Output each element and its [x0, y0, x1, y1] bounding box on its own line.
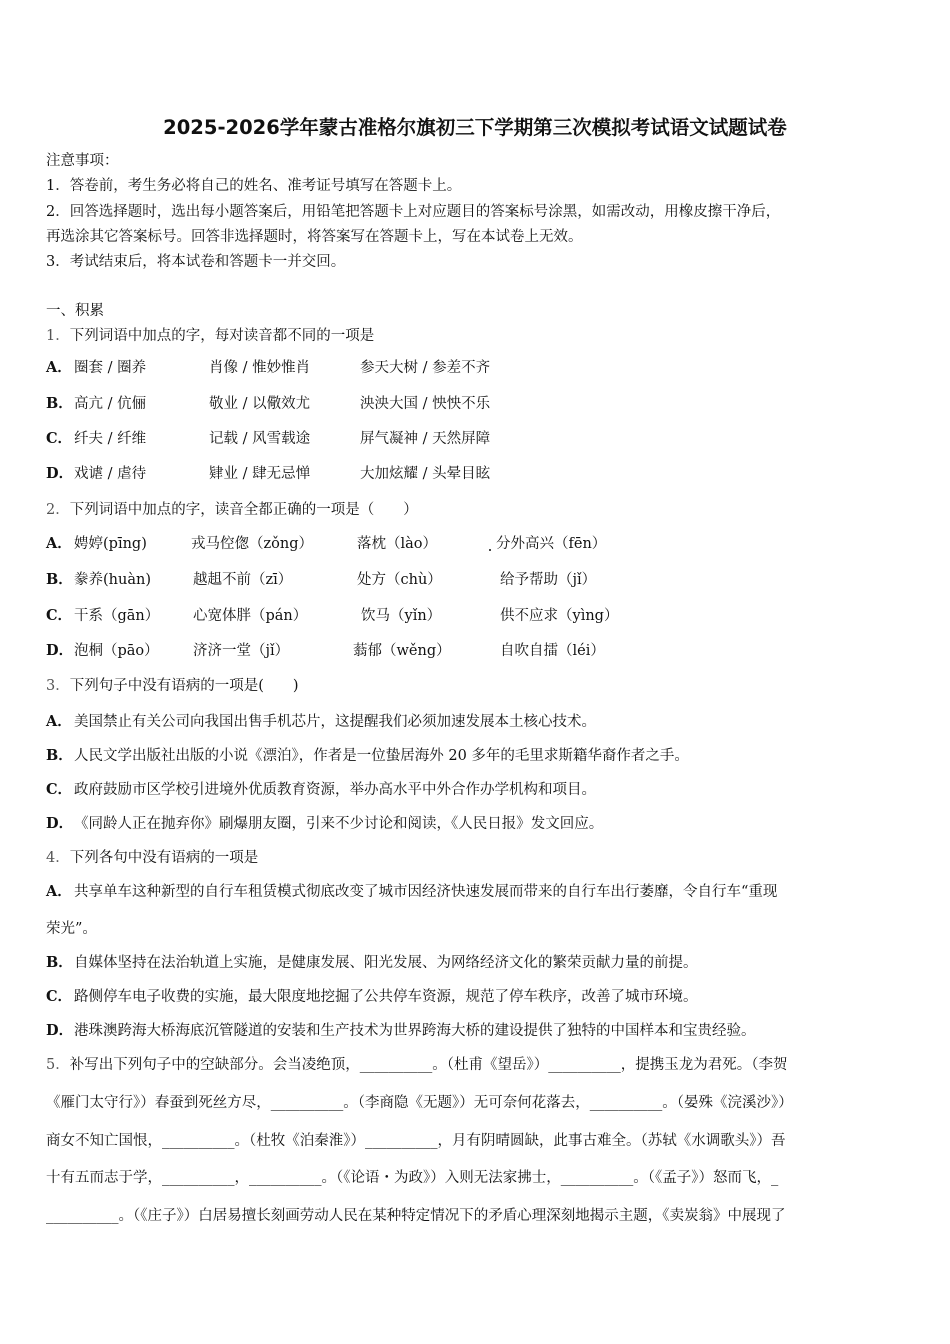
question-number: 2． — [46, 502, 70, 518]
question-text: 下列词语中加点的字，读音全都正确的一项是（ ） — [69, 502, 418, 518]
option-item: 饮马（yǐn） — [361, 608, 442, 624]
question-5-line — [46, 1055, 787, 1075]
text-run: 十有五而志于学， — [46, 1170, 162, 1186]
option-letter: D． — [46, 465, 74, 482]
text-run: 。（《庄子》）白居易擅长刻画劳动人民在某种特定情况下的矛盾心理深刻地揭示主题，《卖炭翁》中展现了 — [118, 1208, 786, 1224]
question-number: 3． — [46, 678, 70, 694]
option-letter: C． — [46, 607, 73, 624]
text-run: 商女不知亡国恨， — [46, 1133, 162, 1149]
answer-blank[interactable]: __________ — [46, 1208, 119, 1224]
text-run: 。（杜甫《望岳》） — [432, 1057, 549, 1073]
option-text: 自媒体坚持在法治轨道上实施，是健康发展、阳光发展、为网络经济文化的繁荣贡献力量的前提。 — [74, 955, 698, 971]
text-run: 《雁门太守行》）春蚕到死丝方尽， — [46, 1095, 271, 1111]
option-letter: B． — [46, 571, 73, 588]
option-letter: A． — [46, 359, 72, 376]
option-letter: B． — [46, 395, 73, 412]
text-run: 。（杜牧《泊秦淮》） — [234, 1133, 365, 1149]
section-heading: 一、积累 — [46, 303, 104, 319]
option-item: 供不应求（yìng） — [500, 608, 619, 624]
question-text: 下列词语中加点的字，每对读音都不同的一项是 — [69, 328, 375, 344]
question-2-stem — [46, 500, 418, 520]
option-letter: A． — [46, 713, 72, 730]
question-number: 4． — [46, 850, 70, 866]
text-run: ， — [234, 1170, 249, 1186]
option-text: 美国禁止有关公司向我国出售手机芯片，这提醒我们必须加速发展本土核心技术。 — [74, 714, 596, 730]
option-item: 蓊郁（wěng） — [353, 643, 451, 659]
answer-blank[interactable]: __________ — [270, 1095, 344, 1111]
option-item: 干系（gān） — [74, 608, 160, 624]
option-letter: B． — [46, 954, 73, 971]
option-item: 敬业 / 以儆效尤 — [209, 396, 311, 412]
option-item: 越趄不前（zī） — [193, 572, 293, 588]
question-1-stem — [46, 326, 374, 346]
question-text: 下列句子中没有语病的一项是( ) — [69, 678, 299, 694]
question-number: 1． — [46, 328, 70, 344]
option-letter: C． — [46, 781, 73, 798]
option-letter: A． — [46, 535, 72, 552]
option-item: 肄业 / 肆无忌惮 — [209, 466, 311, 482]
answer-blank[interactable]: __________ — [249, 1170, 322, 1186]
option-item: 处方（chù） — [357, 572, 442, 588]
option-letter: D． — [46, 815, 74, 832]
option-letter: D． — [46, 1022, 74, 1039]
option-item: 济济一堂（jǐ） — [193, 643, 290, 659]
option-item: 戏谑 / 虐待 — [74, 466, 147, 482]
option-item: 泱泱大国 / 怏怏不乐 — [360, 396, 491, 412]
option-text: 政府鼓励市区学校引进境外优质教育资源，举办高水平中外合作办学机构和项目。 — [74, 782, 596, 798]
question-5-line — [46, 1131, 786, 1151]
answer-blank[interactable]: __________ — [162, 1170, 235, 1186]
option-text: 人民文学出版社出版的小说《漂泊》，作者是一位蛰居海外 20 多年的毛里求斯籍华裔作者之手。 — [74, 748, 689, 764]
option-text: 港珠澳跨海大桥海底沉管隧道的安装和生产技术为世界跨海大桥的建设提供了独特的中国样本和宝贵经验。 — [74, 1023, 756, 1039]
option-item: 肖像 / 惟妙惟肖 — [209, 360, 311, 376]
option-letter: C． — [46, 430, 73, 447]
answer-blank[interactable]: __________ — [359, 1057, 433, 1073]
option-item: 泡桐（pāo） — [74, 643, 159, 659]
option-item: 纤夫 / 纤维 — [74, 431, 147, 447]
question-5-line — [46, 1093, 793, 1113]
text-run: 。（李商隐《无题》）无可奈何花落去， — [343, 1095, 590, 1111]
text-run: 。（晏殊《浣溪沙》） — [662, 1095, 793, 1111]
option-item: 大加炫耀 / 头晕目眩 — [360, 466, 491, 482]
option-text: 共享单车这种新型的自行车租赁模式彻底改变了城市因经济快速发展而带来的自行车出行萎靡，令自行车“重现 — [74, 884, 778, 900]
answer-blank[interactable]: __________ — [589, 1095, 663, 1111]
option-item: 豢养(huàn) — [74, 572, 151, 588]
question-3-stem — [46, 676, 299, 696]
answer-blank[interactable]: __________ — [365, 1133, 438, 1149]
question-number: 5． — [46, 1057, 70, 1073]
text-run: ，提携玉龙为君死。（李贺 — [620, 1057, 788, 1073]
text-run: ，月有阴晴圆缺，此事古难全。（苏轼《水调歌头》）吾 — [437, 1133, 786, 1149]
option-item: 屏气凝神 / 天然屏障 — [360, 431, 491, 447]
option-item: 高亢 / 伉俪 — [74, 396, 147, 412]
answer-blank[interactable]: __________ — [548, 1057, 621, 1073]
option-item: 落枕（lào） — [357, 536, 438, 552]
question-5-line — [46, 1168, 778, 1188]
option-item: 参天大树 / 参差不齐 — [360, 360, 491, 376]
text-run: 。（《论语・为政》）入则无法家拂士， — [321, 1170, 561, 1186]
option-item: 分外高兴（fēn） — [496, 536, 607, 552]
option-item: 娉婷(pīng) — [74, 536, 147, 552]
emphasis-dot — [489, 549, 491, 551]
page-title: 2025-2026学年蒙古准格尔旗初三下学期第三次模拟考试语文试题试卷 — [163, 116, 787, 139]
option-item: 自吹自擂（léi） — [500, 643, 605, 659]
notice-item: 3．考试结束后，将本试卷和答题卡一并交回。 — [46, 254, 346, 270]
notice-item: 1．答卷前，考生务必将自己的姓名、准考证号填写在答题卡上。 — [46, 178, 462, 194]
option-letter: D． — [46, 642, 74, 659]
option-item: 心宽体胖（pán） — [193, 608, 308, 624]
notice-item: 2．回答选择题时，选出每小题答案后，用铅笔把答题卡上对应题目的答案标号涂黑，如需改动，用橡皮擦干净后， — [46, 204, 781, 220]
question-text: 下列各句中没有语病的一项是 — [69, 850, 259, 866]
option-item: 戎马倥偬（zǒng） — [191, 536, 313, 552]
question-4-stem — [46, 848, 258, 868]
answer-blank[interactable]: __________ — [560, 1170, 634, 1186]
answer-blank[interactable]: __________ — [162, 1133, 235, 1149]
text-run: 。（《孟子》）怒而飞，_ — [633, 1170, 779, 1186]
option-letter: B． — [46, 747, 73, 764]
option-item: 记载 / 风雪载途 — [209, 431, 311, 447]
text-run: 补写出下列句子中的空缺部分。会当凌绝顶， — [69, 1057, 360, 1073]
question-5-line — [46, 1206, 786, 1226]
option-letter: C． — [46, 988, 73, 1005]
option-text: 《同龄人正在抛弃你》刷爆朋友圈，引来不少讨论和阅读，《人民日报》发文回应。 — [74, 816, 604, 832]
notice-heading: 注意事项： — [46, 153, 119, 169]
notice-item: 再选涂其它答案标号。回答非选择题时，将答案写在答题卡上，写在本试卷上无效。 — [46, 229, 583, 245]
option-item: 圈套 / 圈养 — [74, 360, 147, 376]
option-text-continued: 荣光”。 — [46, 921, 97, 937]
option-letter: A． — [46, 883, 72, 900]
option-item: 给予帮助（jǐ） — [500, 572, 597, 588]
option-text: 路侧停车电子收费的实施，最大限度地挖掘了公共停车资源，规范了停车秩序，改善了城市环境。 — [74, 989, 698, 1005]
